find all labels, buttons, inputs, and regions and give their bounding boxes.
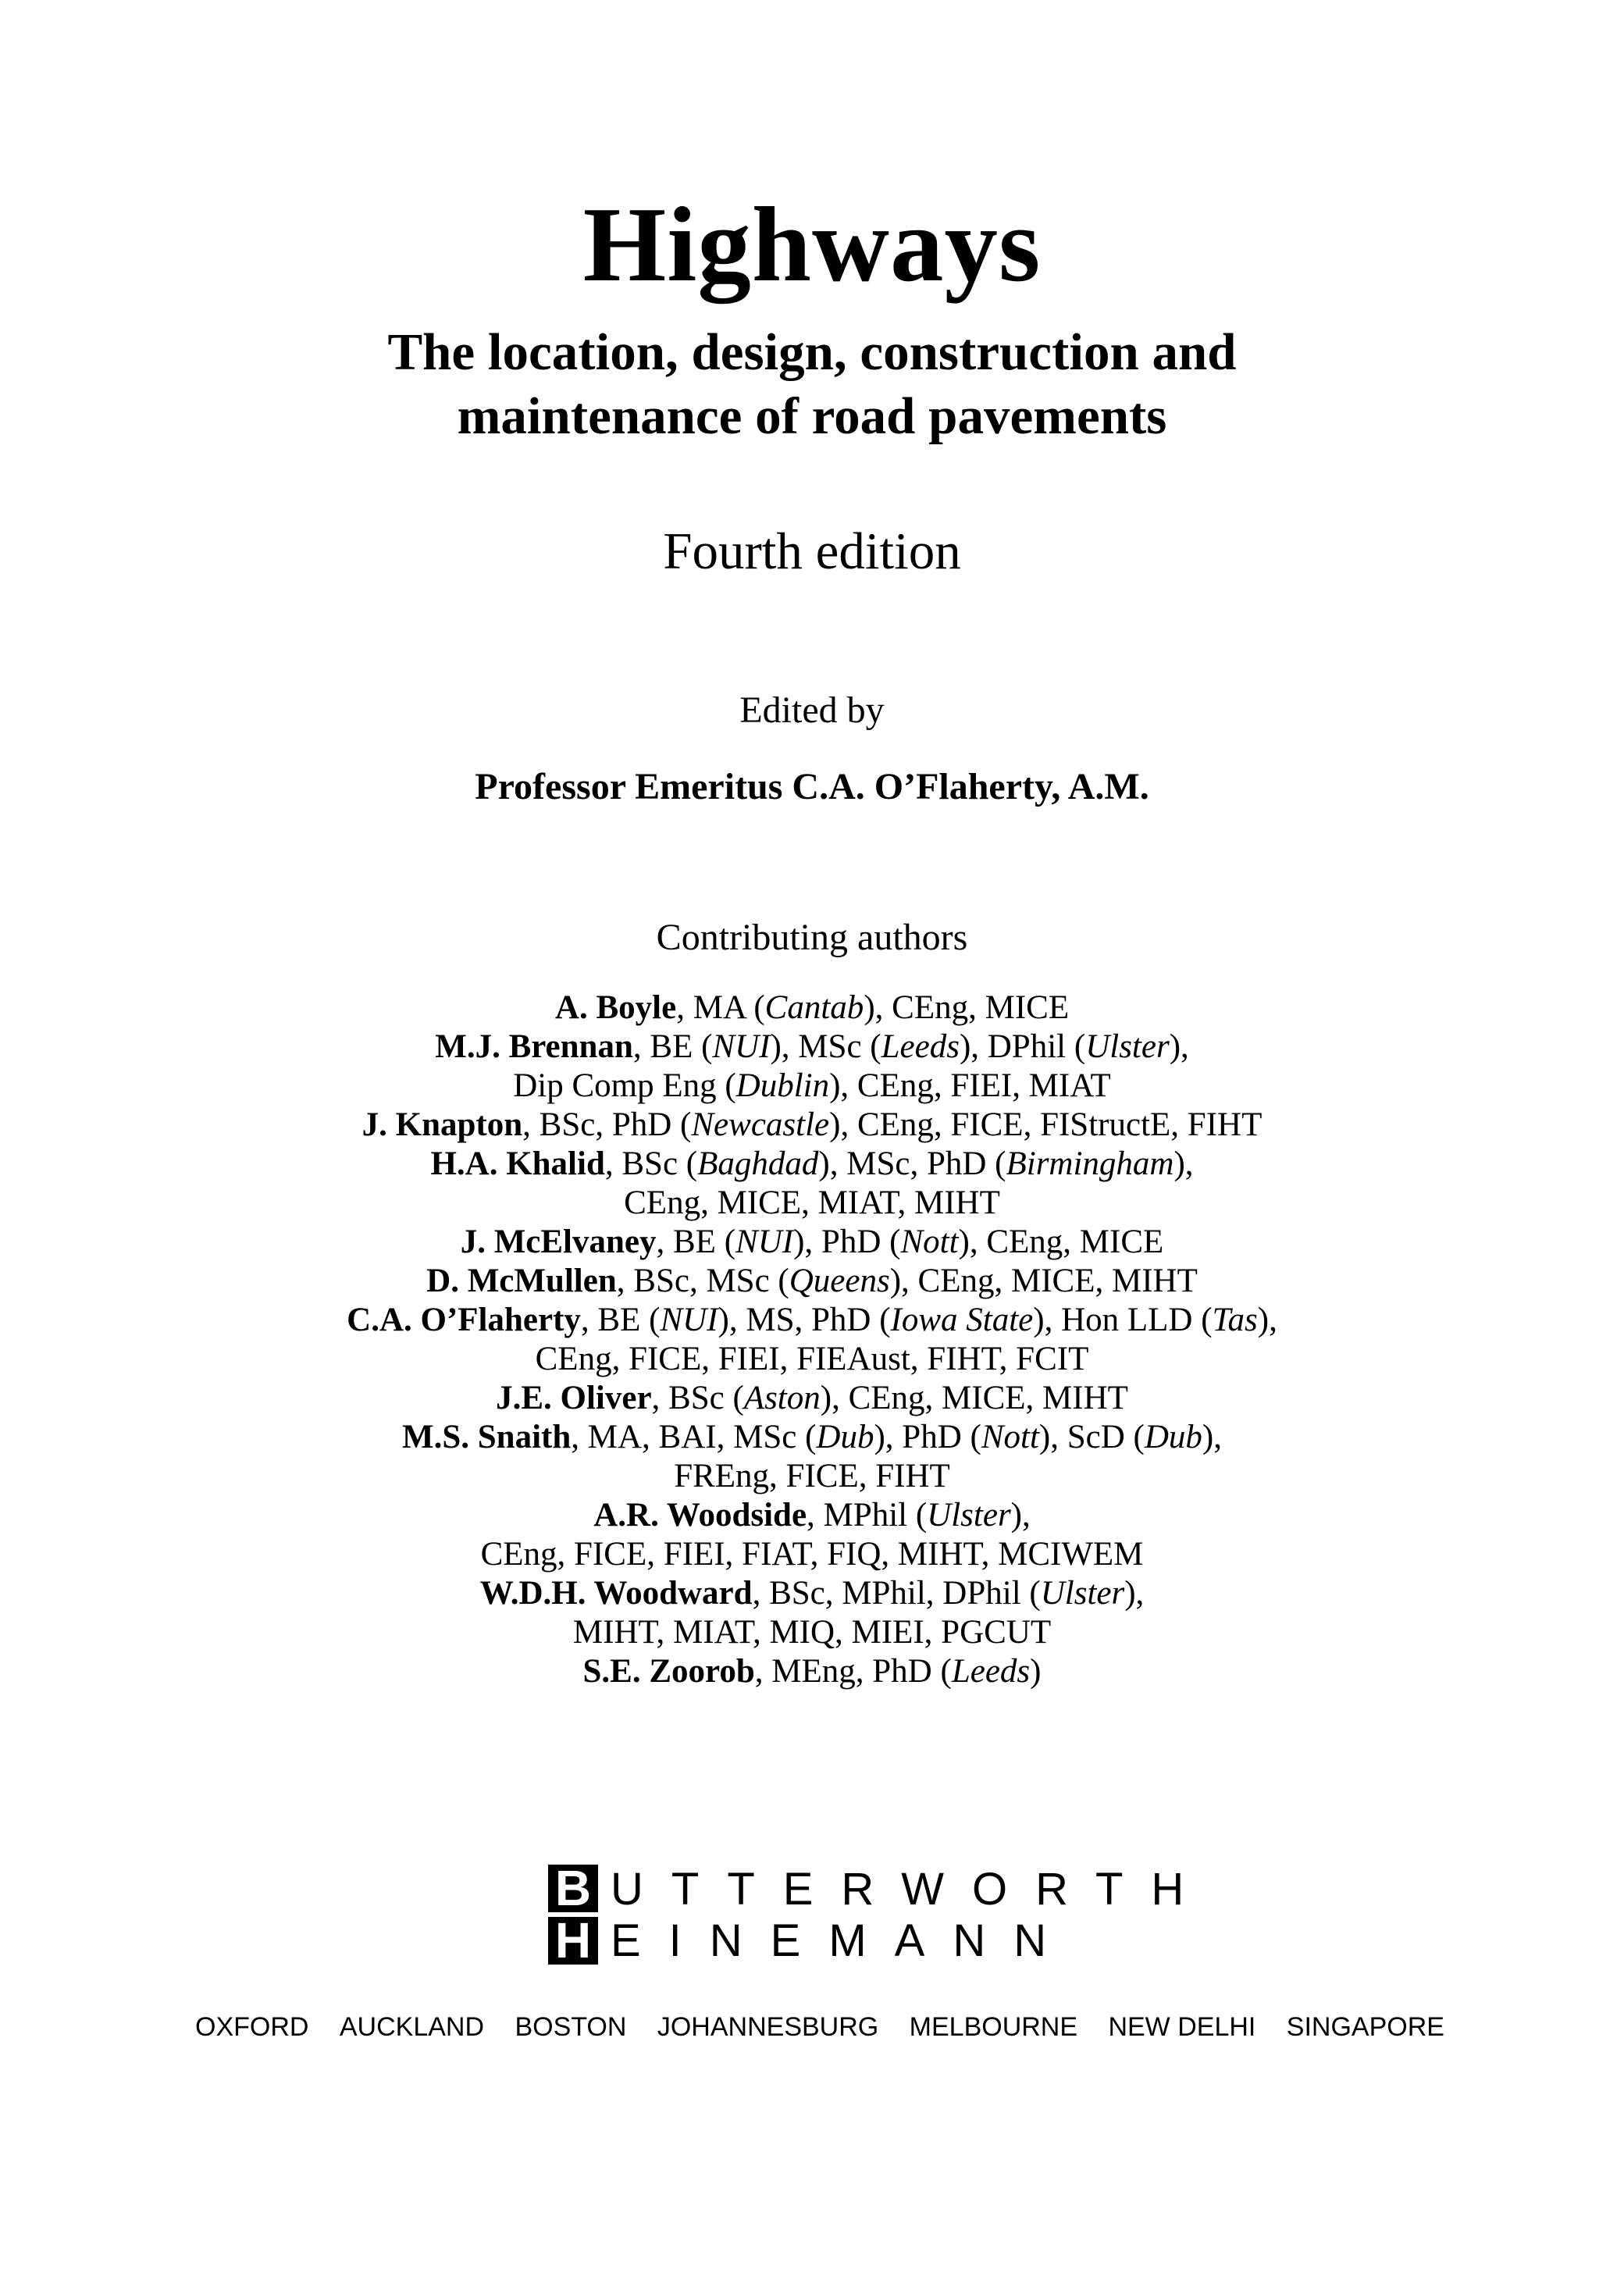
qualification-text: ), ScD ( <box>1038 1419 1145 1455</box>
city: NEW DELHI <box>1108 2012 1256 2042</box>
logo-block-h: H <box>548 1917 598 1965</box>
subtitle-line-1: The location, design, construction and <box>387 323 1237 381</box>
qualification-text: , BSc ( <box>651 1380 744 1416</box>
author-line <box>0 1574 1624 1613</box>
author-name: M.J. Brennan <box>435 1028 633 1065</box>
qualification-text: , MA ( <box>676 989 765 1026</box>
institution: Tas <box>1212 1302 1258 1338</box>
logo-word-utterworth: UTTERWORTH <box>611 1864 1213 1915</box>
author-line <box>0 1262 1624 1301</box>
qualification-text: ), CEng, MICE <box>864 989 1070 1026</box>
author-line <box>0 1106 1624 1145</box>
qualification-text: ), MSc, PhD ( <box>818 1145 1006 1182</box>
qualification-text: ), <box>1173 1145 1194 1182</box>
qualification-text: ), CEng, MICE, MIHT <box>889 1263 1198 1299</box>
institution: Leeds <box>881 1028 960 1065</box>
author-line <box>0 1028 1624 1067</box>
publisher-logo <box>548 1860 1213 1968</box>
qualification-text: , MPhil ( <box>807 1497 928 1534</box>
author-line <box>0 1340 1624 1379</box>
qualification-text: , BSc, PhD ( <box>522 1106 692 1143</box>
author-line <box>0 989 1624 1028</box>
qualification-text: ), <box>1169 1028 1189 1065</box>
author-line <box>0 1613 1624 1652</box>
author-name: M.S. Snaith <box>401 1419 572 1455</box>
qualification-text: , BE ( <box>656 1224 736 1260</box>
author-line <box>0 1301 1624 1340</box>
authors-list <box>0 989 1624 1691</box>
institution: Nott <box>900 1224 959 1260</box>
qualification-text: , BE ( <box>632 1028 713 1065</box>
qualification-text: , MEng, PhD ( <box>754 1653 952 1690</box>
qualification-text: ), Hon LLD ( <box>1033 1302 1213 1338</box>
institution: Leeds <box>951 1653 1031 1690</box>
city: SINGAPORE <box>1286 2012 1444 2042</box>
logo-word-einemann: EINEMANN <box>611 1915 1075 1966</box>
institution: NUI <box>735 1224 794 1260</box>
qualification-text: ), PhD ( <box>874 1419 981 1455</box>
subtitle-line-2: maintenance of road pavements <box>457 387 1167 445</box>
qualification-text: ), <box>1202 1419 1222 1455</box>
city: OXFORD <box>195 2012 309 2042</box>
publisher-cities <box>195 2010 1444 2044</box>
qualification-text: ), <box>1124 1575 1145 1612</box>
author-line <box>0 1496 1624 1535</box>
qualification-text: CEng, MICE, MIAT, MIHT <box>624 1185 1000 1221</box>
author-line <box>0 1457 1624 1496</box>
qualification-text: , BSc, MPhil, DPhil ( <box>752 1575 1041 1612</box>
author-name: D. McMullen <box>426 1263 617 1299</box>
institution: Dub <box>1144 1419 1202 1455</box>
logo-block-b: B <box>548 1865 598 1912</box>
institution: Ulster <box>1040 1575 1125 1612</box>
author-name: A.R. Woodside <box>593 1497 807 1534</box>
book-title: Highways <box>582 185 1042 304</box>
qualification-text: ), CEng, FIEI, MIAT <box>829 1067 1111 1104</box>
qualification-text: Dip Comp Eng ( <box>513 1067 736 1104</box>
institution: Ulster <box>1085 1028 1170 1065</box>
author-name: S.E. Zoorob <box>582 1653 755 1690</box>
author-line <box>0 1184 1624 1223</box>
author-name: H.A. Khalid <box>430 1145 605 1182</box>
qualification-text: ), <box>1010 1497 1031 1534</box>
qualification-text: ), CEng, FICE, FIStructE, FIHT <box>829 1106 1263 1143</box>
city: AUCKLAND <box>339 2012 485 2042</box>
qualification-text: FREng, FICE, FIHT <box>674 1458 950 1494</box>
institution: NUI <box>660 1302 718 1338</box>
author-name: W.D.H. Woodward <box>479 1575 753 1612</box>
logo-blocks <box>548 1860 598 1968</box>
qualification-text: ), CEng, MICE, MIHT <box>820 1380 1128 1416</box>
institution: Newcastle <box>691 1106 830 1143</box>
author-name: J. McElvaney <box>460 1224 657 1260</box>
institution: NUI <box>712 1028 771 1065</box>
author-name: J.E. Oliver <box>496 1380 652 1416</box>
contributing-authors-heading: Contributing authors <box>656 917 968 958</box>
qualification-text: CEng, FICE, FIEI, FIEAust, FIHT, FCIT <box>535 1341 1089 1377</box>
institution: Queens <box>789 1263 890 1299</box>
institution: Baghdad <box>697 1145 819 1182</box>
institution: Birmingham <box>1006 1145 1174 1182</box>
institution: Nott <box>981 1419 1039 1455</box>
qualification-text: ), PhD ( <box>793 1224 901 1260</box>
qualification-text: ), DPhil ( <box>959 1028 1086 1065</box>
institution: Dublin <box>735 1067 830 1104</box>
institution: Ulster <box>927 1497 1011 1534</box>
qualification-text: ), MS, PhD ( <box>718 1302 891 1338</box>
qualification-text: , BSc, MSc ( <box>616 1263 789 1299</box>
author-line <box>0 1418 1624 1457</box>
author-name: C.A. O’Flaherty <box>347 1302 581 1338</box>
qualification-text: , MA, BAI, MSc ( <box>571 1419 817 1455</box>
qualification-text: , BE ( <box>580 1302 661 1338</box>
author-line <box>0 1067 1624 1106</box>
author-line <box>0 1223 1624 1262</box>
city: JOHANNESBURG <box>657 2012 879 2042</box>
qualification-text: ), <box>1257 1302 1277 1338</box>
edited-by-label: Edited by <box>739 689 885 731</box>
author-name: A. Boyle <box>554 989 677 1026</box>
qualification-text: MIHT, MIAT, MIQ, MIEI, PGCUT <box>572 1614 1052 1651</box>
author-line <box>0 1379 1624 1418</box>
city: BOSTON <box>515 2012 627 2042</box>
institution: Aston <box>743 1380 821 1416</box>
qualification-text: CEng, FICE, FIEI, FIAT, FIQ, MIHT, MCIWEM <box>480 1536 1144 1573</box>
editor-name: Professor Emeritus C.A. O’Flaherty, A.M. <box>475 766 1149 807</box>
city: MELBOURNE <box>909 2012 1078 2042</box>
author-line <box>0 1652 1624 1691</box>
book-subtitle <box>0 320 1624 448</box>
institution: Dub <box>816 1419 874 1455</box>
author-line <box>0 1535 1624 1574</box>
author-line <box>0 1145 1624 1184</box>
qualification-text: ), MSc ( <box>770 1028 881 1065</box>
edition: Fourth edition <box>663 522 961 580</box>
qualification-text: , BSc ( <box>604 1145 698 1182</box>
qualification-text: ), CEng, MICE <box>958 1224 1164 1260</box>
institution: Iowa State <box>890 1302 1034 1338</box>
author-name: J. Knapton <box>361 1106 523 1143</box>
institution: Cantab <box>764 989 864 1026</box>
qualification-text: ) <box>1030 1653 1042 1690</box>
